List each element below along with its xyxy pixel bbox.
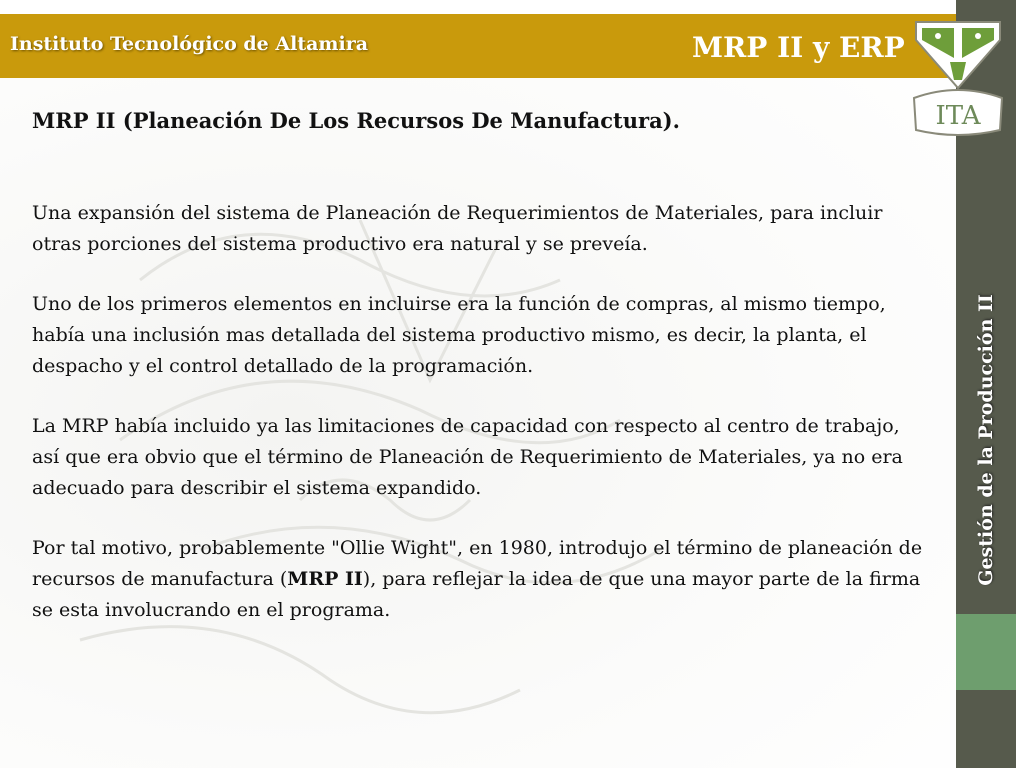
paragraph-2: Uno de los primeros elementos en incluirse era la función de compras, al mismo tiempo, había una inclusión mas detallada del sistema productivo mismo, es decir, la planta, el despacho y el control detallado de la programación. xyxy=(32,293,886,377)
sidebar-accent-block xyxy=(956,614,1016,690)
sidebar-vertical-label: Gestión de la Producción II xyxy=(975,294,997,586)
paragraph-4-start: Por tal motivo, probablemente "Ollie Wight", en 1980, introdujo el término de planeación de recursos de manufactura ( xyxy=(32,537,923,590)
paragraph-4 xyxy=(32,533,932,626)
paragraph-1: Una expansión del sistema de Planeación de Requerimientos de Materiales, para incluir otras porciones del sistema productivo era natural y se preveía. xyxy=(32,202,883,255)
mrp-ii-emphasis: MRP II xyxy=(287,568,363,590)
top-strip xyxy=(0,0,956,14)
paragraph-4-end: ), para reflejar la idea de que una mayor parte de la firma se esta involucrando en el programa. xyxy=(32,568,921,621)
slide-title: MRP II y ERP xyxy=(692,31,905,64)
content-heading: MRP II (Planeación De Los Recursos De Manufactura). xyxy=(32,108,680,133)
logo-text: ITA xyxy=(935,101,981,131)
ita-crest-icon xyxy=(910,18,1006,138)
paragraph-3: La MRP había incluido ya las limitaciones de capacidad con respecto al centro de trabajo, así que era obvio que el término de Planeación de Requerimiento de Materiales, ya no era adecuado para describir el sistema expandido. xyxy=(32,415,903,499)
header-bar xyxy=(0,14,956,78)
sidebar-vertical-label-wrap xyxy=(966,280,1006,600)
sidebar-edge xyxy=(1016,0,1024,768)
institution-name: Instituto Tecnológico de Altamira xyxy=(10,33,369,55)
content-body xyxy=(32,198,932,655)
